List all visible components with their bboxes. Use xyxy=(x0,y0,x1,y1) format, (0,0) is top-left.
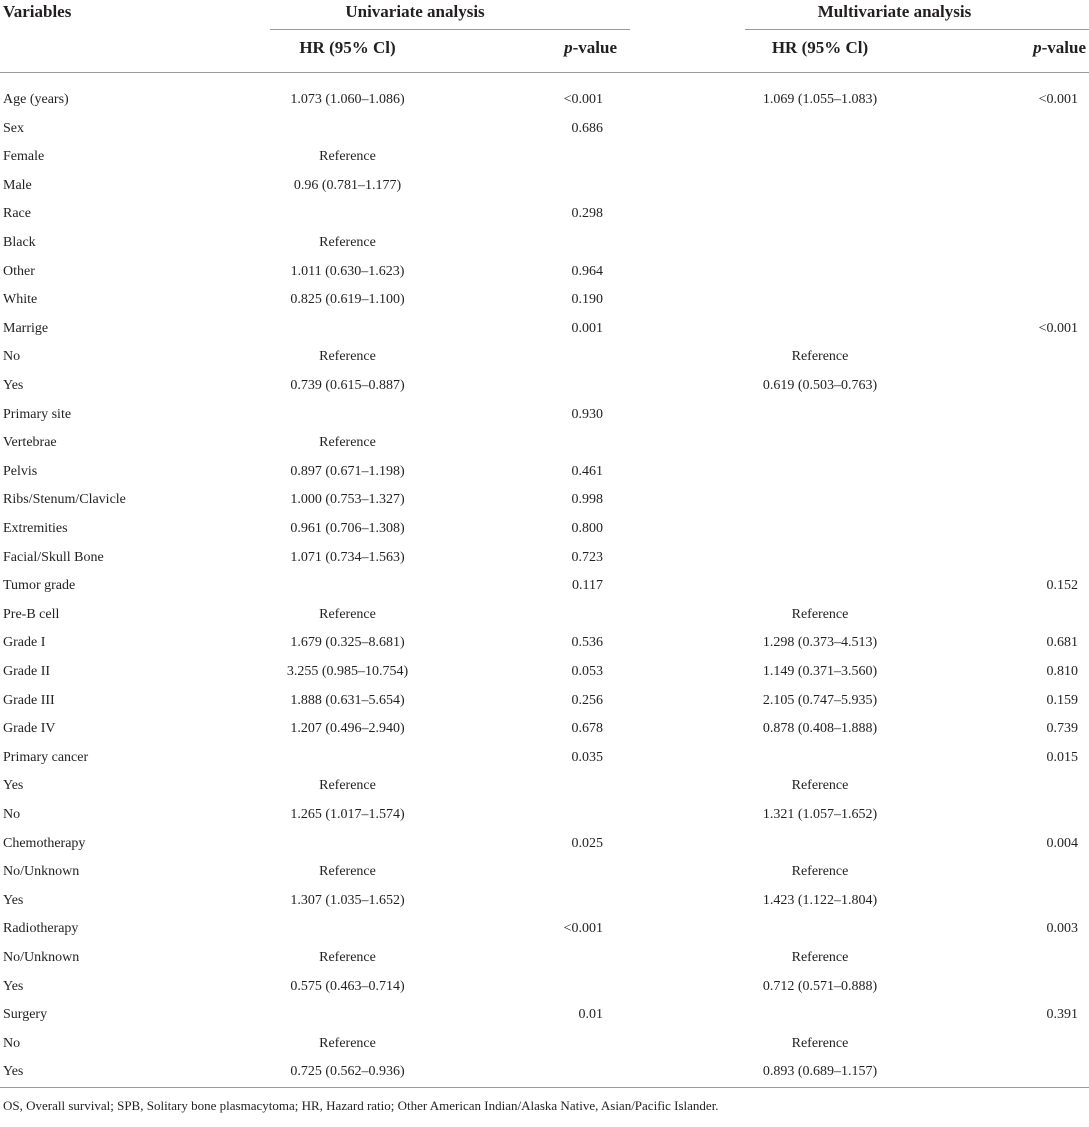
row-label: Primary site xyxy=(3,407,72,422)
header-rule xyxy=(0,72,1089,73)
row-label: Age (years) xyxy=(3,92,69,107)
row-label: Grade I xyxy=(3,635,46,650)
univariate-hr-cell: Reference xyxy=(319,435,376,450)
row-label: Vertebrae xyxy=(3,435,57,450)
univariate-p-cell: 0.800 xyxy=(571,521,603,536)
univariate-hr-cell: 1.679 (0.325–8.681) xyxy=(290,635,405,650)
multivariate-hr-cell: 1.069 (1.055–1.083) xyxy=(762,92,878,107)
multivariate-hr-cell: 0.619 (0.503–0.763) xyxy=(762,378,878,393)
univariate-hr-cell: 0.575 (0.463–0.714) xyxy=(290,979,405,994)
row-label: No/Unknown xyxy=(3,950,80,965)
value-label: -value xyxy=(572,38,617,57)
multivariate-p-cell: 0.810 xyxy=(1046,664,1078,679)
univariate-hr-cell: Reference xyxy=(319,235,376,250)
univariate-hr-cell: 1.207 (0.496–2.940) xyxy=(290,721,405,736)
univariate-hr-cell: Reference xyxy=(319,149,376,164)
univariate-hr-cell: 3.255 (0.985–10.754) xyxy=(286,664,409,679)
univariate-hr-cell: Reference xyxy=(319,349,376,364)
row-label: Ribs/Stenum/Clavicle xyxy=(3,492,126,507)
univariate-hr-cell: Reference xyxy=(319,778,376,793)
univariate-p-cell: 0.053 xyxy=(571,664,603,679)
univariate-hr-cell: 0.739 (0.615–0.887) xyxy=(290,378,405,393)
multivariate-hr-cell: 0.878 (0.408–1.888) xyxy=(762,721,878,736)
row-label: Yes xyxy=(3,778,24,793)
row-label: No xyxy=(3,1036,21,1051)
row-label: No xyxy=(3,349,21,364)
multivariate-p-cell: 0.681 xyxy=(1046,635,1078,650)
univariate-hr-cell: Reference xyxy=(319,1036,376,1051)
univariate-rule xyxy=(270,29,630,30)
univariate-p-cell: 0.256 xyxy=(571,693,603,708)
multivariate-p-cell: 0.015 xyxy=(1046,750,1078,765)
univariate-p-cell: 0.964 xyxy=(571,264,603,279)
univariate-p-cell: 0.723 xyxy=(571,550,603,565)
p-label: p xyxy=(564,38,573,57)
row-label: White xyxy=(3,292,38,307)
row-label: No/Unknown xyxy=(3,864,80,879)
multivariate-rule xyxy=(745,29,1089,30)
row-label: Black xyxy=(3,235,36,250)
univariate-hr-cell: 0.961 (0.706–1.308) xyxy=(290,521,405,536)
row-label: Marrige xyxy=(3,321,49,336)
row-label: Race xyxy=(3,206,31,221)
row-label: Yes xyxy=(3,378,24,393)
row-label: Tumor grade xyxy=(3,578,76,593)
multivariate-header: Multivariate analysis xyxy=(817,2,972,21)
univariate-p-cell: 0.461 xyxy=(571,464,603,479)
multivariate-hr-header: HR (95% Cl) xyxy=(771,38,869,57)
multivariate-hr-cell: 1.321 (1.057–1.652) xyxy=(762,807,878,822)
univariate-p-cell: <0.001 xyxy=(563,92,603,107)
univariate-p-cell: 0.001 xyxy=(571,321,603,336)
univariate-hr-cell: 1.073 (1.060–1.086) xyxy=(290,92,405,107)
multivariate-hr-cell: 1.149 (0.371–3.560) xyxy=(762,664,878,679)
univariate-p-cell: 0.035 xyxy=(571,750,603,765)
multivariate-hr-cell: Reference xyxy=(791,778,849,793)
row-label: Other xyxy=(3,264,35,279)
univariate-p-cell: 0.998 xyxy=(571,492,603,507)
multivariate-p-cell: 0.739 xyxy=(1046,721,1078,736)
row-label: Surgery xyxy=(3,1007,48,1022)
multivariate-p-cell: 0.391 xyxy=(1046,1007,1078,1022)
univariate-p-cell: 0.190 xyxy=(571,292,603,307)
multivariate-p-cell: 0.004 xyxy=(1046,836,1078,851)
table-footnote: OS, Overall survival; SPB, Solitary bone plasmacytoma; HR, Hazard ratio; Other American Indian/Alaska Native, Asian/Pacific Islander. xyxy=(3,1098,719,1113)
row-label: No xyxy=(3,807,21,822)
multivariate-hr-cell: Reference xyxy=(791,349,849,364)
univariate-header: Univariate analysis xyxy=(345,2,485,21)
univariate-p-cell: <0.001 xyxy=(563,921,603,936)
univariate-hr-cell: 0.725 (0.562–0.936) xyxy=(290,1064,405,1079)
univariate-hr-cell: Reference xyxy=(319,607,376,622)
univariate-hr-cell: 1.888 (0.631–5.654) xyxy=(290,693,405,708)
row-label: Chemotherapy xyxy=(3,836,86,851)
p-label: p xyxy=(1033,38,1042,57)
row-label: Male xyxy=(3,178,32,193)
univariate-p-cell: 0.686 xyxy=(571,121,603,136)
multivariate-hr-cell: Reference xyxy=(791,864,849,879)
row-label: Yes xyxy=(3,1064,24,1079)
univariate-p-cell: 0.536 xyxy=(571,635,603,650)
multivariate-p-header xyxy=(990,38,1086,58)
row-label: Pelvis xyxy=(3,464,38,479)
multivariate-hr-cell: 0.893 (0.689–1.157) xyxy=(762,1064,878,1079)
univariate-p-cell: 0.678 xyxy=(571,721,603,736)
univariate-hr-cell: Reference xyxy=(319,864,376,879)
multivariate-hr-cell: Reference xyxy=(791,607,849,622)
value-label: -value xyxy=(1041,38,1086,57)
multivariate-hr-cell: 1.423 (1.122–1.804) xyxy=(762,893,878,908)
multivariate-p-cell: 0.159 xyxy=(1046,693,1078,708)
row-label: Primary cancer xyxy=(3,750,89,765)
univariate-p-cell: 0.117 xyxy=(572,578,603,593)
univariate-hr-cell: 1.265 (1.017–1.574) xyxy=(290,807,405,822)
multivariate-p-cell: <0.001 xyxy=(1038,321,1078,336)
univariate-hr-header: HR (95% Cl) xyxy=(299,38,396,57)
univariate-hr-cell: 0.96 (0.781–1.177) xyxy=(293,178,402,193)
univariate-hr-cell: 1.000 (0.753–1.327) xyxy=(290,492,405,507)
multivariate-hr-cell: Reference xyxy=(791,1036,849,1051)
multivariate-p-cell: <0.001 xyxy=(1038,92,1078,107)
multivariate-hr-cell: Reference xyxy=(791,950,849,965)
univariate-hr-cell: 0.897 (0.671–1.198) xyxy=(290,464,405,479)
univariate-hr-cell: Reference xyxy=(319,950,376,965)
bottom-rule xyxy=(0,1087,1089,1088)
univariate-p-cell: 0.01 xyxy=(578,1007,603,1022)
row-label: Grade III xyxy=(3,693,55,708)
univariate-p-cell: 0.298 xyxy=(571,206,603,221)
row-label: Pre-B cell xyxy=(3,607,60,622)
univariate-hr-cell: 0.825 (0.619–1.100) xyxy=(290,292,405,307)
multivariate-hr-cell: 0.712 (0.571–0.888) xyxy=(762,979,878,994)
univariate-hr-cell: 1.011 (0.630–1.623) xyxy=(290,264,405,279)
univariate-p-cell: 0.930 xyxy=(571,407,603,422)
row-label: Radiotherapy xyxy=(3,921,79,936)
row-label: Yes xyxy=(3,979,24,994)
variables-header: Variables xyxy=(3,2,72,21)
row-label: Yes xyxy=(3,893,24,908)
row-label: Grade IV xyxy=(3,721,56,736)
row-label: Facial/Skull Bone xyxy=(3,550,104,565)
univariate-p-cell: 0.025 xyxy=(571,836,603,851)
univariate-hr-cell: 1.307 (1.035–1.652) xyxy=(290,893,405,908)
row-label: Extremities xyxy=(3,521,68,536)
multivariate-p-cell: 0.152 xyxy=(1046,578,1078,593)
multivariate-hr-cell: 2.105 (0.747–5.935) xyxy=(762,693,878,708)
row-label: Female xyxy=(3,149,45,164)
univariate-p-header xyxy=(520,38,617,58)
row-label: Sex xyxy=(3,121,24,136)
multivariate-hr-cell: 1.298 (0.373–4.513) xyxy=(762,635,878,650)
multivariate-p-cell: 0.003 xyxy=(1046,921,1078,936)
row-label: Grade II xyxy=(3,664,51,679)
univariate-hr-cell: 1.071 (0.734–1.563) xyxy=(290,550,405,565)
